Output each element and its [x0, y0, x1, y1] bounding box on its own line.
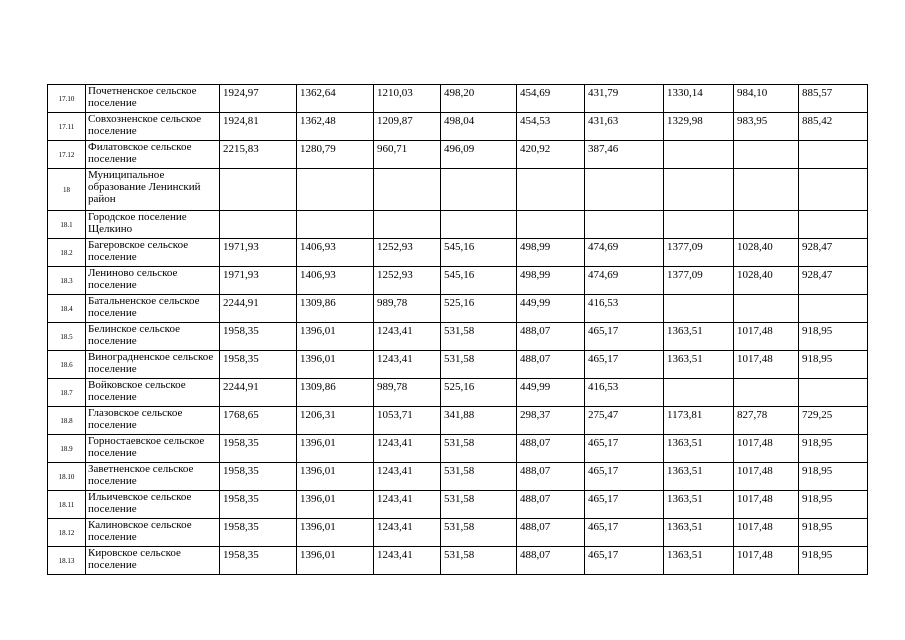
settlement-name: Лениново сельское поселение: [86, 267, 220, 295]
table-row: [48, 435, 868, 463]
settlement-name: Багеровское сельское поселение: [86, 239, 220, 267]
value-cell: 2215,83: [220, 141, 297, 169]
row-number: 18.7: [48, 379, 86, 407]
value-cell: [799, 211, 868, 239]
value-cell: 1017,48: [734, 351, 799, 379]
value-cell: [664, 141, 734, 169]
value-cell: 387,46: [585, 141, 664, 169]
value-cell: [585, 211, 664, 239]
value-cell: 1252,93: [374, 267, 441, 295]
value-cell: 989,78: [374, 379, 441, 407]
value-cell: [220, 211, 297, 239]
row-number: 18.10: [48, 463, 86, 491]
value-cell: 1406,93: [297, 239, 374, 267]
value-cell: [799, 169, 868, 211]
row-number: 17.12: [48, 141, 86, 169]
value-cell: [734, 141, 799, 169]
value-cell: 2244,91: [220, 379, 297, 407]
tariff-table: [47, 84, 868, 575]
value-cell: 1017,48: [734, 463, 799, 491]
value-cell: 984,10: [734, 85, 799, 113]
value-cell: 918,95: [799, 491, 868, 519]
value-cell: 545,16: [441, 267, 517, 295]
row-number: 18.1: [48, 211, 86, 239]
value-cell: 531,58: [441, 491, 517, 519]
value-cell: 1209,87: [374, 113, 441, 141]
value-cell: 488,07: [517, 519, 585, 547]
value-cell: 454,53: [517, 113, 585, 141]
row-number: 18.3: [48, 267, 86, 295]
value-cell: [664, 379, 734, 407]
table-row: [48, 491, 868, 519]
value-cell: 1330,14: [664, 85, 734, 113]
value-cell: 1243,41: [374, 547, 441, 575]
value-cell: 983,95: [734, 113, 799, 141]
table-row: [48, 407, 868, 435]
value-cell: 298,37: [517, 407, 585, 435]
value-cell: 1363,51: [664, 323, 734, 351]
value-cell: 918,95: [799, 351, 868, 379]
value-cell: [799, 379, 868, 407]
value-cell: 525,16: [441, 295, 517, 323]
value-cell: [297, 211, 374, 239]
value-cell: 1243,41: [374, 491, 441, 519]
value-cell: 1406,93: [297, 267, 374, 295]
value-cell: 1768,65: [220, 407, 297, 435]
settlement-name: Городское поселение Щелкино: [86, 211, 220, 239]
value-cell: 1243,41: [374, 435, 441, 463]
value-cell: 465,17: [585, 491, 664, 519]
settlement-name: Почетненское сельское поселение: [86, 85, 220, 113]
value-cell: [799, 141, 868, 169]
value-cell: 1396,01: [297, 351, 374, 379]
value-cell: 431,79: [585, 85, 664, 113]
table-row: [48, 211, 868, 239]
value-cell: 1210,03: [374, 85, 441, 113]
value-cell: 918,95: [799, 323, 868, 351]
table-row: [48, 463, 868, 491]
value-cell: 1396,01: [297, 519, 374, 547]
table-row: [48, 267, 868, 295]
value-cell: [734, 169, 799, 211]
settlement-name: Белинское сельское поселение: [86, 323, 220, 351]
value-cell: [734, 379, 799, 407]
value-cell: 1396,01: [297, 547, 374, 575]
value-cell: 1958,35: [220, 519, 297, 547]
settlement-name: Калиновское сельское поселение: [86, 519, 220, 547]
row-number: 18.2: [48, 239, 86, 267]
value-cell: 918,95: [799, 547, 868, 575]
value-cell: 1329,98: [664, 113, 734, 141]
value-cell: 1377,09: [664, 267, 734, 295]
settlement-name: Виноградненское сельское поселение: [86, 351, 220, 379]
value-cell: 449,99: [517, 379, 585, 407]
settlement-name: Заветненское сельское поселение: [86, 463, 220, 491]
value-cell: 1363,51: [664, 435, 734, 463]
value-cell: [441, 169, 517, 211]
value-cell: 729,25: [799, 407, 868, 435]
value-cell: 1280,79: [297, 141, 374, 169]
value-cell: 496,09: [441, 141, 517, 169]
value-cell: 465,17: [585, 435, 664, 463]
value-cell: [517, 211, 585, 239]
value-cell: 928,47: [799, 239, 868, 267]
settlement-name: Батальненское сельское поселение: [86, 295, 220, 323]
value-cell: 465,17: [585, 547, 664, 575]
value-cell: 1028,40: [734, 239, 799, 267]
value-cell: 488,07: [517, 323, 585, 351]
value-cell: 1377,09: [664, 239, 734, 267]
settlement-name: Войковское сельское поселение: [86, 379, 220, 407]
value-cell: 498,99: [517, 267, 585, 295]
row-number: 18.6: [48, 351, 86, 379]
value-cell: 1362,64: [297, 85, 374, 113]
value-cell: 531,58: [441, 351, 517, 379]
table-row: [48, 323, 868, 351]
value-cell: 1363,51: [664, 463, 734, 491]
value-cell: 1971,93: [220, 239, 297, 267]
value-cell: 531,58: [441, 547, 517, 575]
value-cell: 1362,48: [297, 113, 374, 141]
value-cell: 885,42: [799, 113, 868, 141]
value-cell: 1396,01: [297, 323, 374, 351]
value-cell: 416,53: [585, 295, 664, 323]
value-cell: 474,69: [585, 239, 664, 267]
value-cell: 1363,51: [664, 351, 734, 379]
value-cell: 275,47: [585, 407, 664, 435]
value-cell: 1924,81: [220, 113, 297, 141]
row-number: 18.9: [48, 435, 86, 463]
value-cell: 488,07: [517, 491, 585, 519]
value-cell: 1309,86: [297, 379, 374, 407]
settlement-name: Ильичевское сельское поселение: [86, 491, 220, 519]
value-cell: 1924,97: [220, 85, 297, 113]
value-cell: [517, 169, 585, 211]
value-cell: 498,20: [441, 85, 517, 113]
value-cell: [374, 169, 441, 211]
value-cell: [220, 169, 297, 211]
value-cell: 1958,35: [220, 323, 297, 351]
row-number: 17.11: [48, 113, 86, 141]
value-cell: 531,58: [441, 435, 517, 463]
settlement-name: Кировское сельское поселение: [86, 547, 220, 575]
value-cell: 1206,31: [297, 407, 374, 435]
value-cell: 531,58: [441, 323, 517, 351]
value-cell: [441, 211, 517, 239]
value-cell: 1243,41: [374, 463, 441, 491]
value-cell: 488,07: [517, 351, 585, 379]
value-cell: 928,47: [799, 267, 868, 295]
value-cell: [664, 295, 734, 323]
table-row: [48, 519, 868, 547]
row-number: 18.5: [48, 323, 86, 351]
value-cell: 1396,01: [297, 463, 374, 491]
value-cell: 488,07: [517, 463, 585, 491]
value-cell: 498,04: [441, 113, 517, 141]
value-cell: 341,88: [441, 407, 517, 435]
value-cell: 1958,35: [220, 491, 297, 519]
value-cell: 1971,93: [220, 267, 297, 295]
value-cell: 1243,41: [374, 519, 441, 547]
value-cell: 885,57: [799, 85, 868, 113]
table-row: [48, 85, 868, 113]
value-cell: 1958,35: [220, 463, 297, 491]
table-row: [48, 141, 868, 169]
value-cell: 1173,81: [664, 407, 734, 435]
row-number: 18.13: [48, 547, 86, 575]
value-cell: 465,17: [585, 519, 664, 547]
value-cell: 1243,41: [374, 351, 441, 379]
value-cell: [664, 169, 734, 211]
settlement-name: Глазовское сельское поселение: [86, 407, 220, 435]
row-number: 18.12: [48, 519, 86, 547]
value-cell: 1252,93: [374, 239, 441, 267]
value-cell: 1243,41: [374, 323, 441, 351]
value-cell: 449,99: [517, 295, 585, 323]
value-cell: 918,95: [799, 519, 868, 547]
value-cell: [374, 211, 441, 239]
table-row: [48, 351, 868, 379]
value-cell: [297, 169, 374, 211]
value-cell: 531,58: [441, 519, 517, 547]
value-cell: 1363,51: [664, 519, 734, 547]
value-cell: 465,17: [585, 463, 664, 491]
value-cell: 1396,01: [297, 491, 374, 519]
value-cell: [664, 211, 734, 239]
table-row: [48, 239, 868, 267]
settlement-name: Филатовское сельское поселение: [86, 141, 220, 169]
value-cell: 431,63: [585, 113, 664, 141]
value-cell: 1363,51: [664, 491, 734, 519]
settlement-name: Муниципальное образование Ленинский район: [86, 169, 220, 211]
value-cell: 1017,48: [734, 435, 799, 463]
value-cell: 416,53: [585, 379, 664, 407]
value-cell: 918,95: [799, 435, 868, 463]
value-cell: 525,16: [441, 379, 517, 407]
value-cell: [734, 295, 799, 323]
value-cell: 1958,35: [220, 435, 297, 463]
value-cell: 498,99: [517, 239, 585, 267]
value-cell: 1017,48: [734, 547, 799, 575]
table-row: [48, 169, 868, 211]
value-cell: [799, 295, 868, 323]
value-cell: 1309,86: [297, 295, 374, 323]
value-cell: 474,69: [585, 267, 664, 295]
value-cell: 1363,51: [664, 547, 734, 575]
value-cell: [734, 211, 799, 239]
value-cell: 1958,35: [220, 351, 297, 379]
row-number: 18.8: [48, 407, 86, 435]
value-cell: 1028,40: [734, 267, 799, 295]
table-row: [48, 379, 868, 407]
value-cell: 1958,35: [220, 547, 297, 575]
value-cell: 989,78: [374, 295, 441, 323]
row-number: 17.10: [48, 85, 86, 113]
value-cell: 1017,48: [734, 519, 799, 547]
value-cell: 1396,01: [297, 435, 374, 463]
table-row: [48, 547, 868, 575]
value-cell: 1017,48: [734, 491, 799, 519]
value-cell: 488,07: [517, 547, 585, 575]
row-number: 18.4: [48, 295, 86, 323]
value-cell: 2244,91: [220, 295, 297, 323]
value-cell: 465,17: [585, 323, 664, 351]
settlement-name: Горностаевское сельское поселение: [86, 435, 220, 463]
table-row: [48, 113, 868, 141]
value-cell: 1053,71: [374, 407, 441, 435]
value-cell: 454,69: [517, 85, 585, 113]
value-cell: 1017,48: [734, 323, 799, 351]
value-cell: 465,17: [585, 351, 664, 379]
settlement-name: Совхозненское сельское поселение: [86, 113, 220, 141]
row-number: 18.11: [48, 491, 86, 519]
value-cell: 531,58: [441, 463, 517, 491]
value-cell: 960,71: [374, 141, 441, 169]
value-cell: 420,92: [517, 141, 585, 169]
value-cell: 488,07: [517, 435, 585, 463]
table-row: [48, 295, 868, 323]
value-cell: 918,95: [799, 463, 868, 491]
value-cell: 827,78: [734, 407, 799, 435]
value-cell: [585, 169, 664, 211]
row-number: 18: [48, 169, 86, 211]
value-cell: 545,16: [441, 239, 517, 267]
